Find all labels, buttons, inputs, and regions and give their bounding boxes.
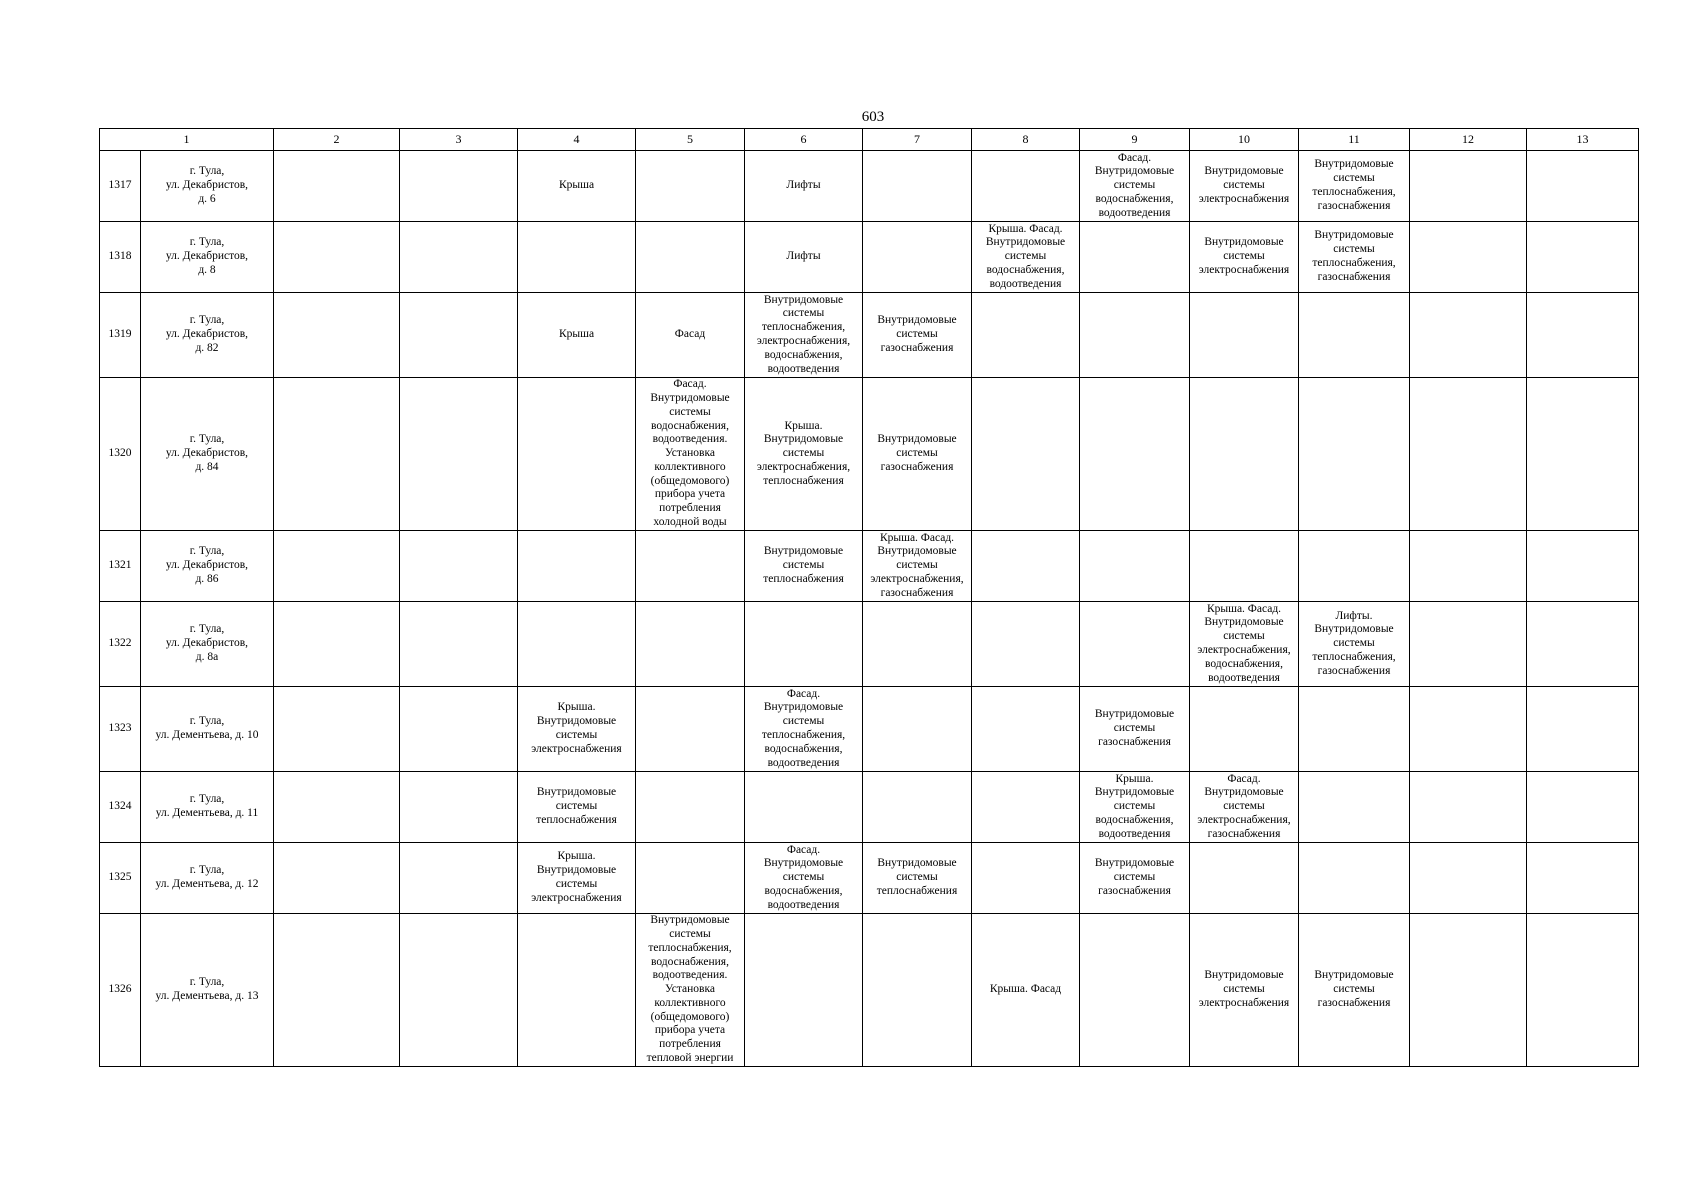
work-cell-col-5: Фасад. Внутридомовые системы водоснабжения, водоотведения. Установка коллективного (общедомового) прибора учета потребления холодной воды: [636, 378, 745, 531]
work-cell-col-8: [972, 531, 1080, 602]
address-line: ул. Декабристов,: [165, 637, 249, 650]
work-cell-col-3: [400, 531, 518, 602]
work-cell-col-5: [636, 602, 745, 687]
work-cell-col-5: Фасад: [636, 293, 745, 378]
column-header-6: 6: [745, 129, 863, 151]
work-cell-col-4: Крыша: [518, 151, 636, 222]
work-cell-col-6: Лифты: [745, 222, 863, 293]
row-number: 1325: [100, 843, 141, 914]
table-row: [100, 687, 1639, 772]
address-cell: [141, 293, 274, 378]
work-cell-col-3: [400, 151, 518, 222]
work-cell-col-12: [1410, 222, 1527, 293]
work-cell-col-12: [1410, 687, 1527, 772]
row-number: 1317: [100, 151, 141, 222]
address-line: д. 86: [195, 572, 219, 585]
address-line: г. Тула,: [189, 165, 225, 178]
work-cell-col-4: [518, 602, 636, 687]
repair-schedule-table: [99, 128, 1639, 1067]
work-cell-col-6: [745, 602, 863, 687]
work-cell-col-11: Внутридомовые системы газоснабжения: [1299, 914, 1410, 1067]
work-cell-col-10: Внутридомовые системы электроснабжения: [1190, 151, 1299, 222]
work-cell-col-13: [1527, 914, 1639, 1067]
work-cell-col-13: [1527, 222, 1639, 293]
work-cell-col-11: [1299, 531, 1410, 602]
work-cell-col-7: [863, 772, 972, 843]
work-cell-col-3: [400, 772, 518, 843]
work-cell-col-4: [518, 222, 636, 293]
address-line: д. 82: [195, 341, 219, 354]
work-cell-col-4: Крыша. Внутридомовые системы электроснабжения: [518, 843, 636, 914]
work-cell-col-6: Внутридомовые системы теплоснабжения: [745, 531, 863, 602]
work-cell-col-11: [1299, 772, 1410, 843]
work-cell-col-9: [1080, 378, 1190, 531]
work-cell-col-2: [274, 531, 400, 602]
work-cell-col-9: Внутридомовые системы газоснабжения: [1080, 843, 1190, 914]
table-row: [100, 772, 1639, 843]
work-cell-col-13: [1527, 772, 1639, 843]
work-cell-col-5: [636, 772, 745, 843]
work-cell-col-4: Внутридомовые системы теплоснабжения: [518, 772, 636, 843]
work-cell-col-6: [745, 772, 863, 843]
work-cell-col-8: [972, 293, 1080, 378]
address-cell: [141, 602, 274, 687]
work-cell-col-3: [400, 602, 518, 687]
work-cell-col-10: [1190, 378, 1299, 531]
work-cell-col-7: [863, 687, 972, 772]
work-cell-col-7: Внутридомовые системы газоснабжения: [863, 293, 972, 378]
column-header-3: 3: [400, 129, 518, 151]
address-line: ул. Декабристов,: [165, 250, 249, 263]
work-cell-col-7: [863, 151, 972, 222]
row-number: 1321: [100, 531, 141, 602]
address-line: г. Тула,: [189, 314, 225, 327]
work-cell-col-2: [274, 151, 400, 222]
work-cell-col-8: [972, 378, 1080, 531]
row-number: 1324: [100, 772, 141, 843]
row-number: 1322: [100, 602, 141, 687]
work-cell-col-7: [863, 914, 972, 1067]
address-line: д. 84: [195, 460, 219, 473]
work-cell-col-11: [1299, 687, 1410, 772]
work-cell-col-10: Фасад. Внутридомовые системы электроснабжения, газоснабжения: [1190, 772, 1299, 843]
work-cell-col-2: [274, 687, 400, 772]
work-cell-col-13: [1527, 151, 1639, 222]
work-cell-col-4: [518, 531, 636, 602]
work-cell-col-2: [274, 378, 400, 531]
work-cell-col-13: [1527, 378, 1639, 531]
column-header-13: 13: [1527, 129, 1639, 151]
work-cell-col-11: [1299, 843, 1410, 914]
work-cell-col-9: [1080, 531, 1190, 602]
address-line: г. Тула,: [189, 545, 225, 558]
work-cell-col-2: [274, 222, 400, 293]
work-cell-col-5: [636, 531, 745, 602]
work-cell-col-7: Внутридомовые системы теплоснабжения: [863, 843, 972, 914]
row-number: 1319: [100, 293, 141, 378]
work-cell-col-2: [274, 293, 400, 378]
work-cell-col-8: [972, 151, 1080, 222]
address-cell: [141, 843, 274, 914]
page-number: 603: [861, 109, 885, 125]
work-cell-col-5: [636, 843, 745, 914]
address-line: г. Тула,: [189, 793, 225, 806]
address-line: ул. Дементьева, д. 10: [155, 729, 259, 741]
work-cell-col-5: [636, 151, 745, 222]
work-cell-col-3: [400, 222, 518, 293]
column-header-5: 5: [636, 129, 745, 151]
work-cell-col-9: [1080, 602, 1190, 687]
work-cell-col-8: [972, 843, 1080, 914]
work-cell-col-2: [274, 914, 400, 1067]
work-cell-col-9: Фасад. Внутридомовые системы водоснабжения, водоотведения: [1080, 151, 1190, 222]
work-cell-col-9: [1080, 914, 1190, 1067]
work-cell-col-10: Крыша. Фасад. Внутридомовые системы электроснабжения, водоснабжения, водоотведения: [1190, 602, 1299, 687]
column-header-12: 12: [1410, 129, 1527, 151]
work-cell-col-8: [972, 772, 1080, 843]
address-line: г. Тула,: [189, 236, 225, 249]
address-line: д. 6: [198, 192, 216, 205]
work-cell-col-12: [1410, 378, 1527, 531]
work-cell-col-11: Внутридомовые системы теплоснабжения, газоснабжения: [1299, 151, 1410, 222]
work-cell-col-2: [274, 772, 400, 843]
work-cell-col-8: [972, 602, 1080, 687]
work-cell-col-3: [400, 914, 518, 1067]
work-cell-col-2: [274, 602, 400, 687]
work-cell-col-4: [518, 378, 636, 531]
work-cell-col-11: [1299, 293, 1410, 378]
address-cell: [141, 914, 274, 1067]
address-cell: [141, 687, 274, 772]
work-cell-col-12: [1410, 772, 1527, 843]
work-cell-col-8: [972, 687, 1080, 772]
work-cell-col-6: Внутридомовые системы теплоснабжения, электроснабжения, водоснабжения, водоотведения: [745, 293, 863, 378]
row-number: 1323: [100, 687, 141, 772]
address-line: г. Тула,: [189, 864, 225, 877]
work-cell-col-8: Крыша. Фасад. Внутридомовые системы водоснабжения, водоотведения: [972, 222, 1080, 293]
work-cell-col-2: [274, 843, 400, 914]
address-line: г. Тула,: [189, 623, 225, 636]
address-cell: [141, 531, 274, 602]
table-row: [100, 914, 1639, 1067]
address-line: д. 8: [198, 263, 216, 276]
work-cell-col-12: [1410, 843, 1527, 914]
work-cell-col-6: Фасад. Внутридомовые системы водоснабжения, водоотведения: [745, 843, 863, 914]
address-cell: [141, 378, 274, 531]
work-cell-col-13: [1527, 293, 1639, 378]
address-line: ул. Декабристов,: [165, 179, 249, 192]
table-row: [100, 293, 1639, 378]
address-line: г. Тула,: [189, 976, 225, 989]
work-cell-col-12: [1410, 531, 1527, 602]
column-header-1: 1: [100, 129, 274, 151]
work-cell-col-6: Лифты: [745, 151, 863, 222]
work-cell-col-5: [636, 687, 745, 772]
table-row: [100, 222, 1639, 293]
work-cell-col-10: [1190, 843, 1299, 914]
work-cell-col-6: Фасад. Внутридомовые системы теплоснабжения, водоснабжения, водоотведения: [745, 687, 863, 772]
work-cell-col-13: [1527, 602, 1639, 687]
address-line: ул. Декабристов,: [165, 447, 249, 460]
row-number: 1318: [100, 222, 141, 293]
work-cell-col-3: [400, 293, 518, 378]
address-line: д. 8а: [195, 650, 219, 663]
work-cell-col-10: Внутридомовые системы электроснабжения: [1190, 222, 1299, 293]
row-number: 1326: [100, 914, 141, 1067]
work-cell-col-5: [636, 222, 745, 293]
work-cell-col-12: [1410, 293, 1527, 378]
row-number: 1320: [100, 378, 141, 531]
work-cell-col-7: [863, 602, 972, 687]
address-line: ул. Дементьева, д. 12: [155, 878, 259, 890]
table-row: [100, 531, 1639, 602]
table-row: [100, 602, 1639, 687]
work-cell-col-10: [1190, 293, 1299, 378]
work-cell-col-3: [400, 378, 518, 531]
column-header-9: 9: [1080, 129, 1190, 151]
work-cell-col-4: [518, 914, 636, 1067]
work-cell-col-9: Крыша. Внутридомовые системы водоснабжения, водоотведения: [1080, 772, 1190, 843]
work-cell-col-10: [1190, 687, 1299, 772]
address-line: г. Тула,: [189, 433, 225, 446]
work-cell-col-6: Крыша. Внутридомовые системы электроснабжения, теплоснабжения: [745, 378, 863, 531]
column-header-10: 10: [1190, 129, 1299, 151]
column-header-2: 2: [274, 129, 400, 151]
work-cell-col-12: [1410, 602, 1527, 687]
address-cell: [141, 772, 274, 843]
work-cell-col-7: Внутридомовые системы газоснабжения: [863, 378, 972, 531]
work-cell-col-9: [1080, 222, 1190, 293]
table-row: [100, 378, 1639, 531]
work-cell-col-12: [1410, 151, 1527, 222]
work-cell-col-12: [1410, 914, 1527, 1067]
work-cell-col-11: Внутридомовые системы теплоснабжения, газоснабжения: [1299, 222, 1410, 293]
table-row: [100, 843, 1639, 914]
work-cell-col-3: [400, 843, 518, 914]
work-cell-col-13: [1527, 531, 1639, 602]
work-cell-col-10: Внутридомовые системы электроснабжения: [1190, 914, 1299, 1067]
work-cell-col-4: Крыша. Внутридомовые системы электроснабжения: [518, 687, 636, 772]
work-cell-col-6: [745, 914, 863, 1067]
address-line: г. Тула,: [189, 715, 225, 728]
work-cell-col-13: [1527, 687, 1639, 772]
work-cell-col-5: Внутридомовые системы теплоснабжения, водоснабжения, водоотведения. Установка коллективного (общедомового) прибора учета потребления тепловой энергии: [636, 914, 745, 1067]
work-cell-col-7: [863, 222, 972, 293]
work-cell-col-11: Лифты. Внутридомовые системы теплоснабжения, газоснабжения: [1299, 602, 1410, 687]
work-cell-col-3: [400, 687, 518, 772]
column-header-11: 11: [1299, 129, 1410, 151]
work-cell-col-10: [1190, 531, 1299, 602]
work-cell-col-7: Крыша. Фасад. Внутридомовые системы электроснабжения, газоснабжения: [863, 531, 972, 602]
column-header-4: 4: [518, 129, 636, 151]
address-line: ул. Декабристов,: [165, 328, 249, 341]
work-cell-col-13: [1527, 843, 1639, 914]
work-cell-col-11: [1299, 378, 1410, 531]
address-cell: [141, 222, 274, 293]
column-header-7: 7: [863, 129, 972, 151]
address-line: ул. Дементьева, д. 13: [155, 990, 259, 1002]
work-cell-col-9: [1080, 293, 1190, 378]
address-line: ул. Дементьева, д. 11: [155, 807, 259, 819]
address-cell: [141, 151, 274, 222]
work-cell-col-9: Внутридомовые системы газоснабжения: [1080, 687, 1190, 772]
work-cell-col-4: Крыша: [518, 293, 636, 378]
work-cell-col-8: Крыша. Фасад: [972, 914, 1080, 1067]
table-row: [100, 151, 1639, 222]
column-header-row: [100, 129, 1639, 151]
address-line: ул. Декабристов,: [165, 559, 249, 572]
column-header-8: 8: [972, 129, 1080, 151]
